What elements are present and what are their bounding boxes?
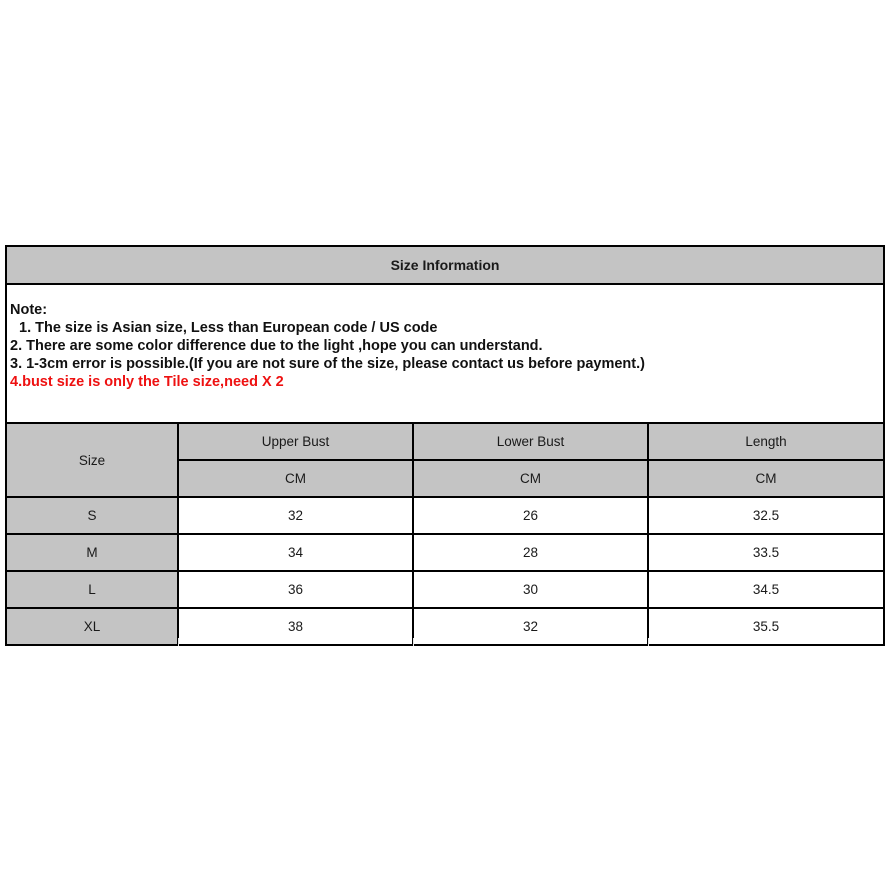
gridline-tick <box>648 638 649 646</box>
length-value: 35.5 <box>648 608 884 645</box>
col-header-length: Length <box>648 423 884 460</box>
note-warning: 4.bust size is only the Tile size,need X 2 <box>10 374 284 390</box>
lower-bust-value: 32 <box>413 608 648 645</box>
table-row <box>6 534 884 571</box>
lower-bust-value: 26 <box>413 497 648 534</box>
note-line-2: 2. There are some color difference due to the light ,hope you can understand. <box>10 338 543 354</box>
size-label: M <box>6 534 178 571</box>
upper-bust-value: 34 <box>178 534 413 571</box>
column-header-row <box>6 423 884 460</box>
lower-bust-value: 30 <box>413 571 648 608</box>
gridline-tick <box>413 638 414 646</box>
gridline-tick <box>178 638 179 646</box>
table-row <box>6 571 884 608</box>
size-chart-table <box>5 245 885 646</box>
length-value: 33.5 <box>648 534 884 571</box>
col-header-lower-bust: Lower Bust <box>413 423 648 460</box>
notes-block <box>6 284 884 423</box>
size-label: XL <box>6 608 178 645</box>
table-row <box>6 497 884 534</box>
col-header-upper-bust: Upper Bust <box>178 423 413 460</box>
note-line-3: 3. 1-3cm error is possible.(If you are not sure of the size, please contact us before payment.) <box>10 356 645 372</box>
title-row <box>6 246 884 284</box>
length-value: 32.5 <box>648 497 884 534</box>
table-row <box>6 608 884 645</box>
notes-row <box>6 284 884 423</box>
unit-length: CM <box>648 460 884 497</box>
unit-upper-bust: CM <box>178 460 413 497</box>
upper-bust-value: 38 <box>178 608 413 645</box>
size-info-title: Size Information <box>6 246 884 284</box>
lower-bust-value: 28 <box>413 534 648 571</box>
note-line-1: 1. The size is Asian size, Less than European code / US code <box>19 320 438 336</box>
upper-bust-value: 32 <box>178 497 413 534</box>
size-label: L <box>6 571 178 608</box>
size-chart-sheet <box>5 245 883 646</box>
size-label: S <box>6 497 178 534</box>
size-column-header: Size <box>6 423 178 497</box>
notes-heading: Note: <box>10 302 48 318</box>
upper-bust-value: 36 <box>178 571 413 608</box>
unit-lower-bust: CM <box>413 460 648 497</box>
length-value: 34.5 <box>648 571 884 608</box>
